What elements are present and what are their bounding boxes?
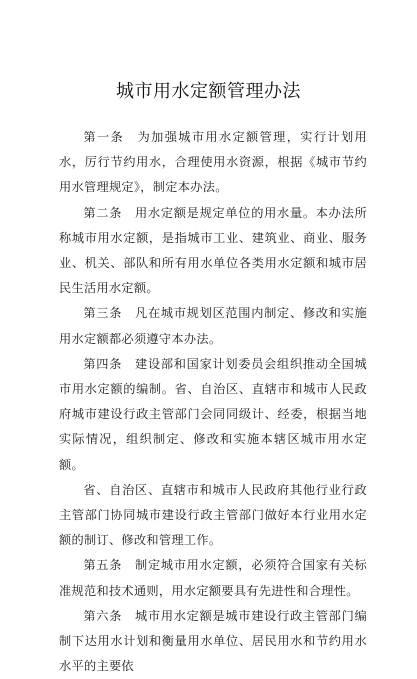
paragraph-article-5: 第五条 制定城市用水定额，必须符合国家有关标准规范和技术通则，用水定额要具有先进性和合理性。 bbox=[59, 558, 367, 598]
paragraph-article-4-continued: 省、自治区、直辖市和城市人民政府其他行业行政主管部门协同城市建设行政主管部门做好本行业用水定额的制订、修改和管理工作。 bbox=[59, 482, 367, 548]
document-title: 城市用水定额管理办法 bbox=[116, 81, 301, 102]
paragraph-article-2: 第二条 用水定额是规定单位的用水量。本办法所称城市用水定额，是指城市工业、建筑业、商业、服务业、机关、部队和所有用水单位各类用水定额和城市居民生活用水定额。 bbox=[59, 205, 367, 296]
paragraph-article-3: 第三条 凡在城市规划区范围内制定、修改和实施用水定额都必须遵守本办法。 bbox=[59, 306, 367, 346]
document-body bbox=[59, 125, 367, 679]
paragraph-article-6: 第六条 城市用水定额是城市建设行政主管部门编制下达用水计划和衡量用水单位、居民用水和节约用水水平的主要依 bbox=[59, 608, 367, 674]
paragraph-article-4: 第四条 建设部和国家计划委员会组织推动全国城市用水定额的编制。省、自治区、直辖市和城市人民政府城市建设行政主管部门会同同级计、经委，根据当地实际情况，组织制定、修改和实施本辖区城市用水定额。 bbox=[59, 356, 367, 472]
paragraph-article-1: 第一条 为加强城市用水定额管理，实行计划用水，厉行节约用水，合理使用水资源，根据《城市节约用水管理规定》，制定本办法。 bbox=[59, 130, 367, 195]
